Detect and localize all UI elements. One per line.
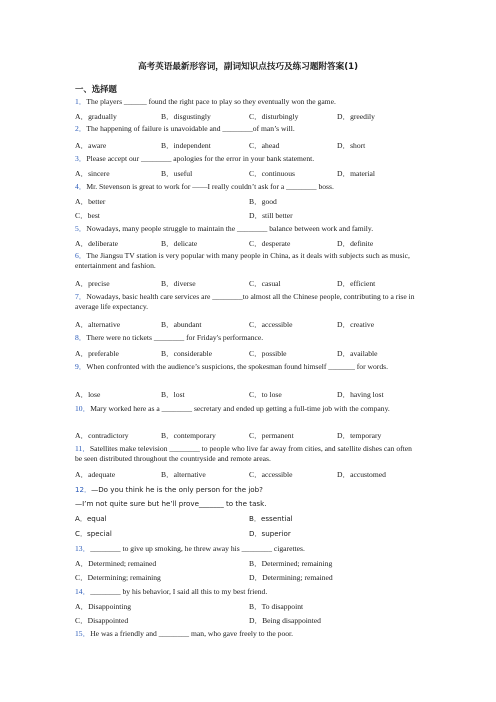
- question-12: [75, 485, 415, 495]
- question-11: [75, 444, 415, 465]
- options-row: [75, 238, 415, 249]
- option-d[interactable]: D．efficient: [337, 279, 376, 288]
- option-c[interactable]: C．special: [75, 529, 112, 538]
- question-14: [75, 587, 415, 597]
- option-d[interactable]: D．still better: [249, 211, 293, 220]
- option-c[interactable]: C．to lose: [249, 390, 282, 399]
- option-b[interactable]: B．independent: [161, 141, 211, 150]
- option-b[interactable]: B．good: [249, 197, 277, 206]
- question-text: Mary worked here as a ________ secretary and ended up getting a full-time job with the company.: [90, 404, 390, 413]
- question-number: 14．: [75, 587, 91, 596]
- option-c[interactable]: C．best: [75, 211, 100, 220]
- option-a[interactable]: A．Disappointing: [75, 602, 132, 611]
- options-row: [75, 111, 415, 122]
- option-b[interactable]: B．Determined; remaining: [249, 559, 333, 568]
- option-a[interactable]: A．better: [75, 197, 106, 206]
- options-row: [75, 430, 415, 441]
- question-text: ________ by his behavior, I said all this to my best friend.: [90, 587, 268, 596]
- option-b[interactable]: B．disgustingly: [161, 112, 211, 121]
- option-c[interactable]: C．Determining; remaining: [75, 573, 161, 582]
- options-row: [75, 140, 415, 151]
- options-row: [75, 601, 415, 612]
- question-10: [75, 404, 415, 414]
- question-number: 3．: [75, 154, 87, 163]
- question-2: [75, 124, 415, 134]
- question-number: 1．: [75, 97, 87, 106]
- option-c[interactable]: C．casual: [249, 279, 281, 288]
- question-1: [75, 97, 415, 107]
- question-5: [75, 224, 415, 234]
- question-text: —Do you think he is the only person for the job?: [91, 485, 263, 494]
- question-7: [75, 292, 415, 313]
- question-6: [75, 251, 415, 272]
- option-d[interactable]: D．short: [337, 141, 366, 150]
- question-15: [75, 629, 415, 639]
- question-text: Please accept our ________ apologies for the error in your bank statement.: [86, 154, 315, 163]
- option-a[interactable]: A．alternative: [75, 320, 121, 329]
- options-row: [75, 529, 415, 540]
- option-d[interactable]: D．creative: [337, 320, 375, 329]
- question-13: [75, 544, 415, 554]
- options-row: [75, 278, 415, 289]
- question-12-reply: —I’m not quite sure but he’ll prove_______ to the task.: [75, 499, 267, 508]
- question-text: There were no tickets ________ for Friday's performance.: [86, 333, 264, 342]
- option-a[interactable]: A．gradually: [75, 112, 117, 121]
- option-a[interactable]: A．preferable: [75, 349, 119, 358]
- options-row: [75, 615, 415, 626]
- question-9: [75, 362, 415, 372]
- option-d[interactable]: D．superior: [249, 529, 291, 538]
- question-number: 6．: [75, 251, 87, 260]
- option-a[interactable]: A．sincere: [75, 169, 110, 178]
- option-d[interactable]: D．definite: [337, 239, 374, 248]
- option-a[interactable]: A．aware: [75, 141, 107, 150]
- option-d[interactable]: D．Being disappointed: [249, 616, 321, 625]
- option-a[interactable]: A．equal: [75, 514, 107, 523]
- option-d[interactable]: D．temporary: [337, 431, 382, 440]
- option-b[interactable]: B．essential: [249, 514, 293, 523]
- option-b[interactable]: B．To disappoint: [249, 602, 304, 611]
- option-c[interactable]: C．ahead: [249, 141, 280, 150]
- option-b[interactable]: B．considerable: [161, 349, 213, 358]
- section-heading: 一、选择题: [75, 84, 117, 94]
- option-c[interactable]: C．continuous: [249, 169, 295, 178]
- options-row: [75, 469, 415, 480]
- question-text: Nowadays, many people struggle to maintain the ________ balance between work and family.: [86, 224, 374, 233]
- options-row: [75, 558, 415, 569]
- question-text: The Jiangsu TV station is very popular with many people in China, as it deals with subjects such as music, entertainment and fashion.: [75, 251, 410, 271]
- options-row: [75, 168, 415, 179]
- document-title: 高考英语最新形容词，副词知识点技巧及练习题附答案(1): [137, 62, 359, 72]
- option-b[interactable]: B．useful: [161, 169, 193, 178]
- question-number: 9．: [75, 362, 87, 371]
- option-a[interactable]: A．adequate: [75, 470, 116, 479]
- option-b[interactable]: B．abundant: [161, 320, 202, 329]
- option-b[interactable]: B．alternative: [161, 470, 206, 479]
- options-row: [75, 389, 415, 400]
- option-d[interactable]: D．greedily: [337, 112, 375, 121]
- question-text: When confronted with the audience’s suspicions, the spokesman found himself _______ for words.: [86, 362, 388, 371]
- option-b[interactable]: B．delicate: [161, 239, 198, 248]
- option-c[interactable]: C．accessible: [249, 470, 293, 479]
- question-number: 8．: [75, 333, 87, 342]
- option-b[interactable]: B．diverse: [161, 279, 196, 288]
- option-d[interactable]: D．accustomed: [337, 470, 386, 479]
- question-number: 12．: [75, 485, 92, 494]
- option-a[interactable]: A．lose: [75, 390, 101, 399]
- option-a[interactable]: A．deliberate: [75, 239, 119, 248]
- option-c[interactable]: C．desperate: [249, 239, 291, 248]
- option-c[interactable]: C．disturbingly: [249, 112, 299, 121]
- question-number: 2．: [75, 124, 87, 133]
- question-3: [75, 154, 415, 164]
- question-number: 13．: [75, 544, 91, 553]
- question-8: [75, 333, 415, 343]
- option-d[interactable]: D．material: [337, 169, 375, 178]
- question-text: The players ______ found the right pace to play so they eventually won the game.: [86, 97, 336, 106]
- option-b[interactable]: B．lost: [161, 390, 185, 399]
- question-number: 7．: [75, 292, 87, 301]
- option-d[interactable]: D．Determining; remained: [249, 573, 333, 582]
- option-c[interactable]: C．possible: [249, 349, 287, 358]
- option-b[interactable]: B．contemporary: [161, 431, 216, 440]
- options-row: [75, 319, 415, 330]
- option-c[interactable]: C．permanent: [249, 431, 294, 440]
- question-text: Mr. Stevenson is great to work for ——I really couldn’t ask for a ________ boss.: [86, 182, 334, 191]
- options-row: [75, 514, 415, 525]
- option-c[interactable]: C．Disappointed: [75, 616, 129, 625]
- option-a[interactable]: A．Determined; remained: [75, 559, 157, 568]
- question-number: 15．: [75, 629, 91, 638]
- question-4: [75, 182, 415, 192]
- options-row: [75, 210, 415, 221]
- question-text: Nowadays, basic health care services are ________to almost all the Chinese people, contributing to a rise in average life expectancy.: [75, 292, 415, 312]
- option-a[interactable]: A．precise: [75, 279, 110, 288]
- option-d[interactable]: D．available: [337, 349, 378, 358]
- option-a[interactable]: A．contradictory: [75, 431, 129, 440]
- question-text: ________ to give up smoking, he threw away his ________ cigarettes.: [90, 544, 305, 553]
- question-text: He was a friendly and ________ man, who gave freely to the poor.: [90, 629, 294, 638]
- question-text: Satellites make television ________ to people who live far away from cities, and satellite dishes can often be seen distributed throughout the countryside and remote areas.: [75, 444, 412, 464]
- option-d[interactable]: D．having lost: [337, 390, 384, 399]
- options-row: [75, 572, 415, 583]
- option-c[interactable]: C．accessible: [249, 320, 293, 329]
- question-number: 11．: [75, 444, 90, 453]
- question-number: 5．: [75, 224, 87, 233]
- question-text: The happening of failure is unavoidable and ________of man’s will.: [86, 124, 295, 133]
- question-number: 4．: [75, 182, 87, 191]
- question-number: 10．: [75, 404, 91, 413]
- options-row: [75, 196, 415, 207]
- options-row: [75, 348, 415, 359]
